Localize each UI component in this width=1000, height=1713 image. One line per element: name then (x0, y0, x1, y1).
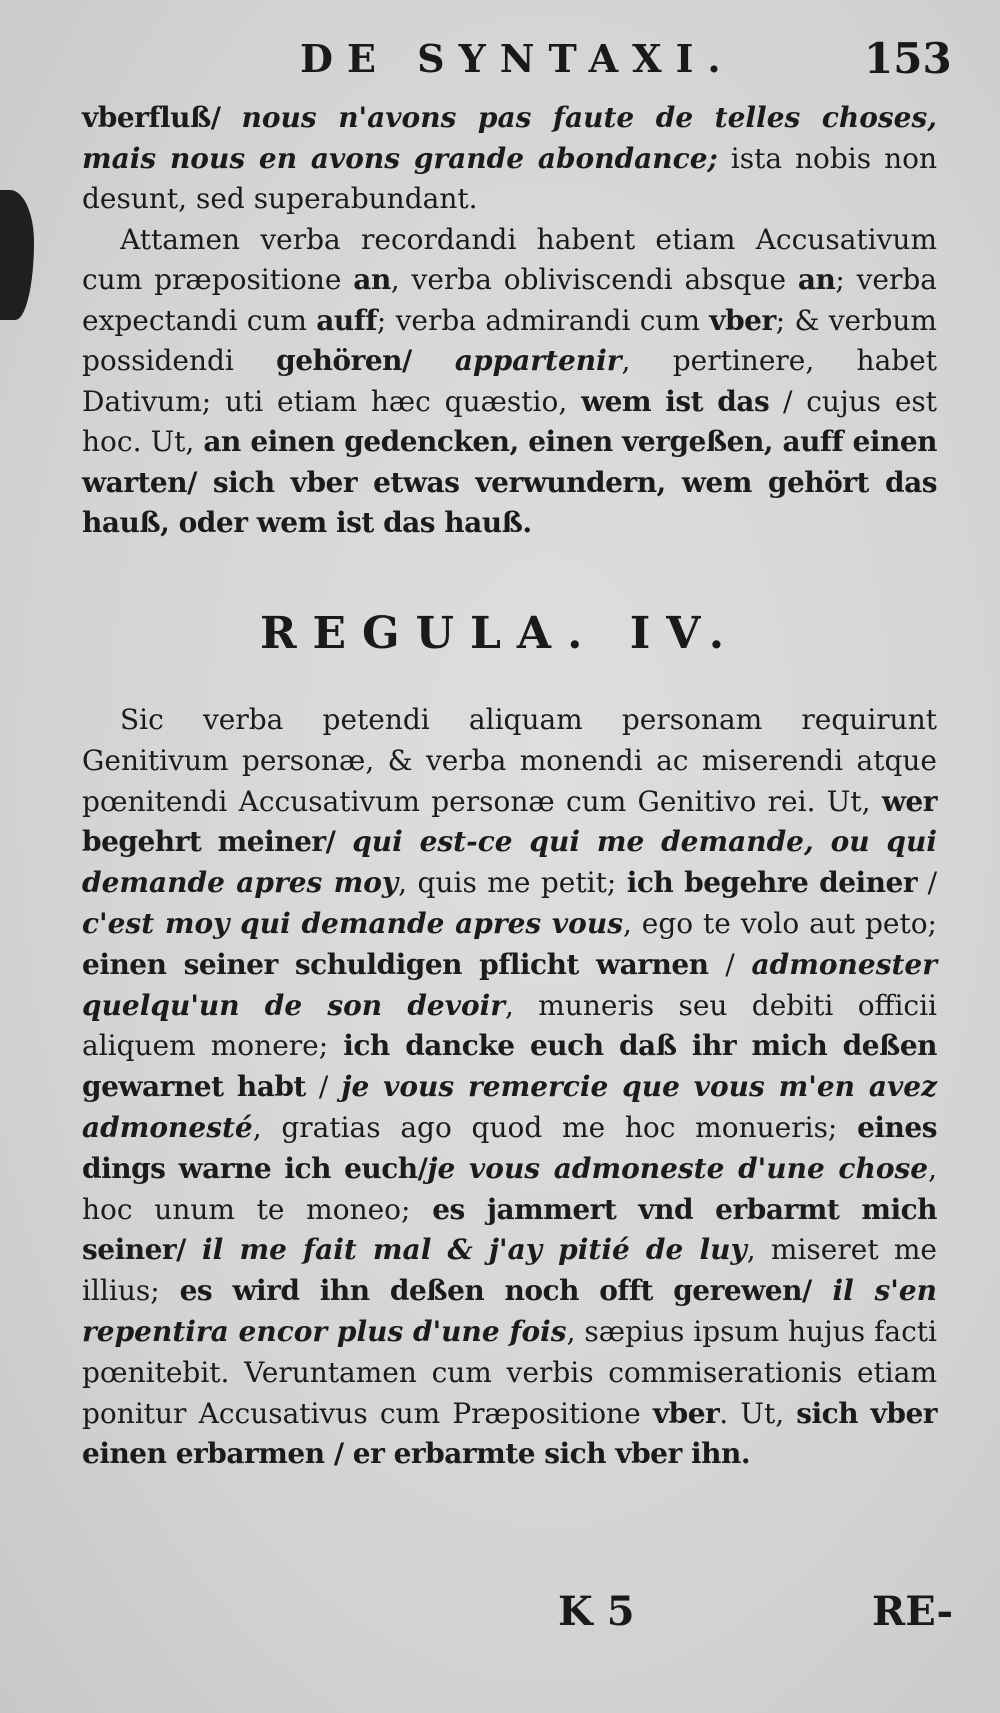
latin-text: , pertinere, habet Dativum; uti etiam hæc quæstio, (82, 344, 938, 418)
latin-text: , miseret me illius; (82, 1233, 937, 1308)
french-italic-text: appartenir (411, 344, 622, 377)
latin-text: / (708, 947, 752, 981)
german-blackletter-text: sich vber einen erbarmen / er erbarmte sich vber ihn. (82, 1396, 938, 1471)
latin-text: ; & verbum possidendi (82, 303, 937, 377)
latin-text: , ego te volo aut peto; (622, 906, 937, 940)
paragraph-continuation (82, 98, 937, 220)
latin-text: Sic verba petendi aliquam personam requirunt Genitivum personæ, & verba monendi ac miserendi atque pœnitendi Accusativum personæ cum Genitivo rei. Ut, (82, 703, 937, 818)
german-blackletter-text: ich begehre deiner (626, 866, 918, 900)
german-blackletter-text: gehören/ (276, 344, 412, 377)
page-header (0, 30, 1000, 90)
german-blackletter-text: an (797, 263, 836, 296)
german-blackletter-text: es jammert vnd erbarmt mich seiner/ (82, 1192, 937, 1267)
running-head: DE SYNTAXI. (300, 36, 735, 81)
latin-text: , quis me petit; (398, 866, 627, 900)
french-italic-text: je vous remercie que vous m'en avez admonesté (82, 1070, 938, 1144)
paragraph-verba-recordandi (82, 220, 937, 544)
latin-text: , verba obliviscendi absque (390, 263, 798, 296)
catchword: RE- (872, 1588, 954, 1635)
german-blackletter-text: es wird ihn deßen noch offt gerewen/ (179, 1274, 812, 1308)
latin-text: / (917, 866, 937, 900)
german-blackletter-text: vber (652, 1396, 720, 1430)
signature-mark: K 5 (558, 1588, 635, 1635)
latin-text: ; verba admirandi cum (376, 303, 710, 337)
german-blackletter-text: ich dancke euch daß ihr mich deßen gewarnet habt (82, 1029, 937, 1104)
text-block-regula (82, 700, 937, 1475)
page-footer (0, 1588, 1000, 1648)
french-italic-text: je vous admoneste d'une chose (427, 1151, 929, 1185)
latin-text: ; verba expectandi cum (82, 263, 937, 337)
latin-text: , hoc unum te moneo; (82, 1151, 937, 1226)
french-italic-text: qui est-ce qui me demande, ou qui demande apres moy (82, 825, 937, 900)
ink-blot (0, 190, 34, 320)
section-heading: REGULA. IV. (259, 608, 741, 659)
german-blackletter-text: an einen gedencken, einen vergeßen, auff einen warten/ sich vber etwas verwundern, wem gehört das hauß, oder wem ist das hauß. (82, 425, 937, 539)
text-block-top (82, 98, 937, 544)
latin-text: , gratias ago quod me hoc monueris; (252, 1110, 858, 1144)
french-italic-text: c'est moy qui demande apres vous (82, 906, 623, 940)
german-blackletter-text: vber (709, 303, 776, 337)
paragraph-regula-iv (82, 700, 937, 1475)
german-blackletter-text: auff (316, 303, 377, 337)
french-italic-text: admonester quelqu'un de son devoir (82, 947, 937, 1022)
latin-text: . Ut, (719, 1396, 797, 1430)
latin-text: ista nobis non desunt, sed superabundant. (82, 141, 937, 215)
french-italic-text: il me fait mal & j'ay pitié de luy (185, 1233, 747, 1267)
german-blackletter-text: wem ist das (581, 384, 770, 418)
latin-text: / (305, 1070, 342, 1104)
latin-text: / cujus est hoc. Ut, (82, 384, 938, 458)
german-blackletter-text: vberfluß/ (82, 101, 242, 134)
french-italic-text: il s'en repentira encor plus d'une fois (82, 1274, 937, 1348)
german-blackletter-text: eines dings warne ich euch/ (82, 1110, 937, 1185)
latin-text: , muneris seu debiti officii aliquem monere; (82, 988, 937, 1063)
page-number: 153 (864, 34, 952, 83)
german-blackletter-text: einen seiner schuldigen pflicht warnen (82, 947, 709, 981)
latin-text: Attamen verba recordandi habent etiam Accusativum cum præpositione (82, 222, 937, 296)
german-blackletter-text: wer begehrt meiner/ (82, 784, 937, 859)
german-blackletter-text: an (353, 263, 391, 296)
latin-text: , sæpius ipsum hujus facti pœnitebit. Veruntamen cum verbis commiserationis etiam ponitur Accusativus cum Præpositione (82, 1314, 937, 1430)
french-italic-text: nous n'avons pas faute de telles choses, mais nous en avons grande abondance; (82, 101, 937, 175)
